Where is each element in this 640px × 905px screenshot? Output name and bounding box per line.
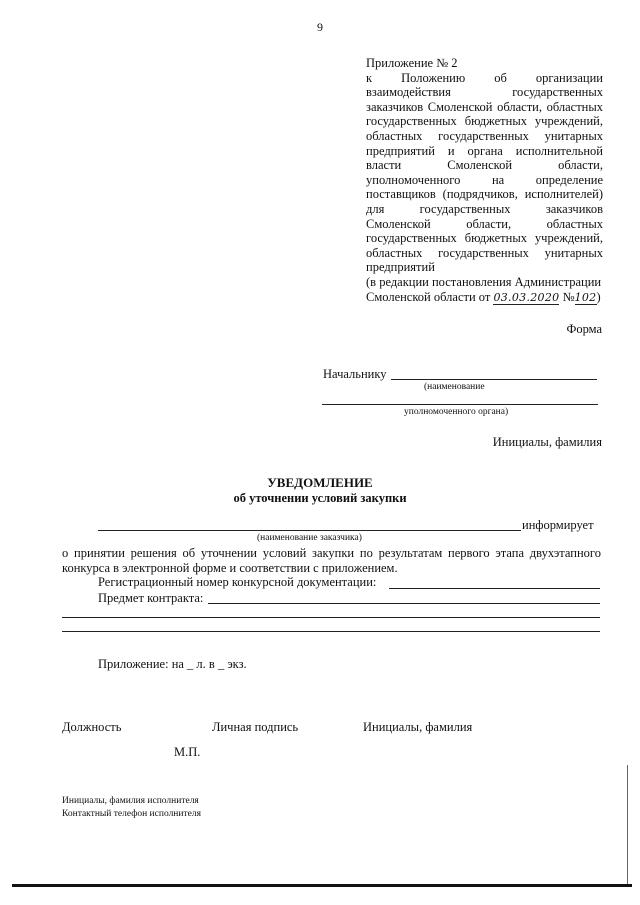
executor-phone-label: Контактный телефон исполнителя bbox=[62, 809, 201, 819]
contract-subject-line bbox=[208, 603, 600, 604]
appendix-line-3: государственных бюджетных учреждений, bbox=[366, 114, 603, 129]
contract-subject-label: Предмет контракта: bbox=[98, 591, 204, 605]
reg-number-line bbox=[389, 588, 600, 589]
addressee-label: Начальнику bbox=[323, 367, 387, 381]
appendix-line-13: предприятий bbox=[366, 260, 435, 275]
edition-date: 03.03.2020 bbox=[493, 290, 560, 304]
appendix-line-9: для государственных заказчиков bbox=[366, 201, 603, 216]
addressee-line-2 bbox=[322, 404, 598, 405]
addressee-line-1 bbox=[391, 379, 597, 380]
appendix-line-2: заказчиков Смоленской области, областных bbox=[366, 99, 603, 114]
appendix-line-6: власти Смоленской области, bbox=[366, 158, 603, 173]
appendix-line-1: взаимодействия государственных bbox=[366, 85, 603, 100]
scan-edge-mark bbox=[627, 765, 628, 885]
appendix-line-11: государственных бюджетных учреждений, bbox=[366, 231, 603, 246]
notice-subtitle: об уточнении условий закупки bbox=[233, 491, 407, 505]
blank-line-1 bbox=[62, 617, 600, 618]
appendix-line-0: к Положению об организации bbox=[366, 70, 603, 85]
form-label: Форма bbox=[566, 322, 602, 336]
seal-placeholder: М.П. bbox=[174, 745, 201, 759]
appendix-line-8: поставщиков (подрядчиков, исполнителей) bbox=[366, 187, 603, 202]
edition-number-label: № bbox=[562, 289, 575, 304]
appendix-line-4: областных государственных унитарных bbox=[366, 128, 603, 143]
informs-text: информирует bbox=[522, 518, 594, 532]
customer-name-line bbox=[98, 530, 521, 531]
body-text-line-2: конкурса в электронной форме и соответствии с приложением. bbox=[62, 561, 398, 575]
executor-name-label: Инициалы, фамилия исполнителя bbox=[62, 796, 199, 806]
appendix-line-10: Смоленской области, областных bbox=[366, 216, 603, 231]
edition-suffix: ) bbox=[596, 289, 601, 304]
edition-prefix: Смоленской области от bbox=[366, 289, 491, 304]
appendix-title: Приложение № 2 bbox=[366, 56, 458, 70]
personal-signature-label: Личная подпись bbox=[212, 720, 299, 734]
addressee-caption-1: (наименование bbox=[424, 382, 485, 392]
attachment-text: Приложение: на _ л. в _ экз. bbox=[98, 657, 247, 671]
blank-line-2 bbox=[62, 631, 600, 632]
edition-line-1: (в редакции постановления Администрации bbox=[366, 274, 602, 289]
signature-initials-label: Инициалы, фамилия bbox=[363, 720, 473, 734]
appendix-block bbox=[366, 56, 603, 305]
appendix-line-5: предприятий и органа исполнительной bbox=[366, 143, 603, 158]
edition-number: 102 bbox=[574, 290, 597, 304]
page-number: 9 bbox=[317, 20, 323, 34]
edition-line-2 bbox=[366, 290, 603, 305]
scan-bottom-bar bbox=[12, 884, 632, 887]
body-text-line-1: о принятии решения об уточнении условий закупки по результатам первого этапа двухэтапного bbox=[62, 546, 601, 560]
appendix-line-7: уполномоченного на определение bbox=[366, 172, 603, 187]
position-label: Должность bbox=[62, 720, 122, 734]
reg-number-label: Регистрационный номер конкурсной документации: bbox=[98, 575, 377, 589]
customer-caption: (наименование заказчика) bbox=[257, 533, 362, 543]
addressee-initials: Инициалы, фамилия bbox=[492, 435, 602, 449]
notice-title: УВЕДОМЛЕНИЕ bbox=[267, 475, 373, 490]
addressee-caption-2: уполномоченного органа) bbox=[404, 407, 509, 417]
appendix-line-12: областных государственных унитарных bbox=[366, 245, 603, 260]
